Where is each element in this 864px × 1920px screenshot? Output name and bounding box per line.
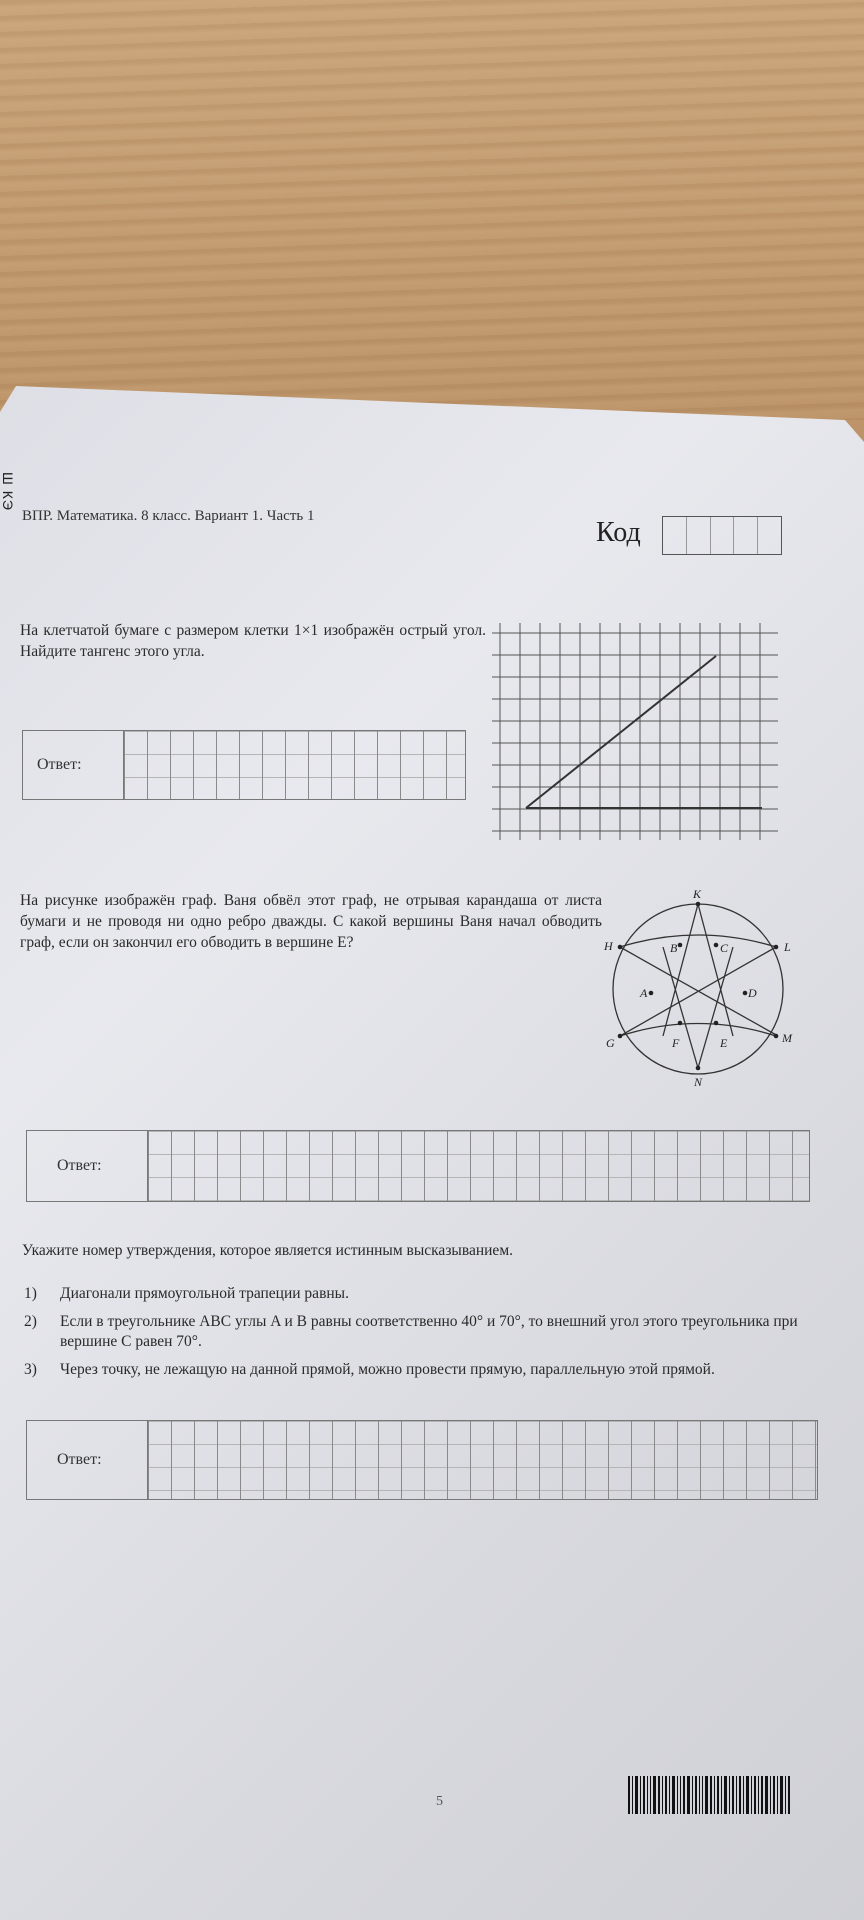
graph-figure bbox=[600, 878, 812, 1098]
vertex-label-g: G bbox=[606, 1036, 615, 1050]
task3-answer-label: Ответ: bbox=[57, 1451, 102, 1468]
barcode bbox=[628, 1776, 846, 1814]
vertex-label-d: D bbox=[748, 986, 757, 1000]
statement-3-text: Через точку, не лежащую на данной прямой, можно провести прямую, параллельную этой прямой. bbox=[60, 1361, 715, 1378]
statement-3 bbox=[24, 1360, 814, 1380]
task1-answer-box[interactable] bbox=[22, 730, 466, 800]
vertex-label-m: M bbox=[782, 1031, 792, 1045]
task1-question: На клетчатой бумаге с размером клетки 1×1 изображён острый угол. Найдите тангенс этого угла. bbox=[20, 622, 486, 660]
vertex-label-l: L bbox=[784, 940, 791, 954]
graph-vertex-labels bbox=[603, 887, 793, 1089]
task3-answer-box[interactable] bbox=[26, 1420, 818, 1500]
statement-1-text: Диагонали прямоугольной трапеции равны. bbox=[60, 1285, 349, 1302]
task1-answer-label: Ответ: bbox=[37, 756, 82, 773]
statement-3-number: 3) bbox=[24, 1361, 37, 1378]
vertex-label-k: K bbox=[693, 887, 702, 901]
statement-2-text: Если в треугольнике ABC углы A и B равны соответственно 40° и 70°, то внешний угол этого треугольника при вершине C равен 70°. bbox=[60, 1313, 798, 1350]
vertex-label-f: F bbox=[672, 1036, 680, 1050]
vertex-label-e: E bbox=[720, 1036, 728, 1050]
code-label: Код bbox=[596, 517, 641, 548]
grid-angle-figure bbox=[490, 618, 782, 844]
wooden-table-background bbox=[0, 0, 864, 420]
page-number: 5 bbox=[436, 1794, 443, 1809]
statement-2-number: 2) bbox=[24, 1313, 37, 1330]
angle-rays bbox=[526, 656, 762, 808]
statement-1-number: 1) bbox=[24, 1285, 37, 1302]
task2-answer-label: Ответ: bbox=[57, 1157, 102, 1174]
task1-answer-cells[interactable] bbox=[123, 731, 465, 799]
vertex-label-h: H bbox=[604, 939, 613, 953]
vertex-label-n: N bbox=[694, 1075, 703, 1089]
task3-answer-cells[interactable] bbox=[147, 1421, 817, 1499]
statement-2 bbox=[24, 1312, 814, 1352]
code-field[interactable] bbox=[662, 516, 782, 555]
vertex-label-c: C bbox=[720, 941, 729, 955]
page-header-title: ВПР. Математика. 8 класс. Вариант 1. Часть 1 bbox=[22, 508, 315, 524]
vertex-label-a: A bbox=[640, 986, 648, 1000]
vertex-label-b: B bbox=[670, 941, 678, 955]
task3-statements bbox=[24, 1284, 814, 1380]
graph-outer-circle bbox=[613, 904, 783, 1074]
task2-question: На рисунке изображён граф. Ваня обвёл этот граф, не отрывая карандаша от листа бумаги и не проводя ни одно ребро дважды. С какой вершины Ваня начал обводить граф, если он закончил его обводить в вершине E? bbox=[20, 892, 602, 951]
task3-intro: Укажите номер утверждения, которое является истинным высказыванием. bbox=[22, 1242, 513, 1259]
statement-1 bbox=[24, 1284, 814, 1304]
task2-answer-cells[interactable] bbox=[147, 1131, 809, 1201]
task2-answer-box[interactable] bbox=[26, 1130, 810, 1202]
side-marks: Ш КЭ bbox=[0, 472, 16, 511]
